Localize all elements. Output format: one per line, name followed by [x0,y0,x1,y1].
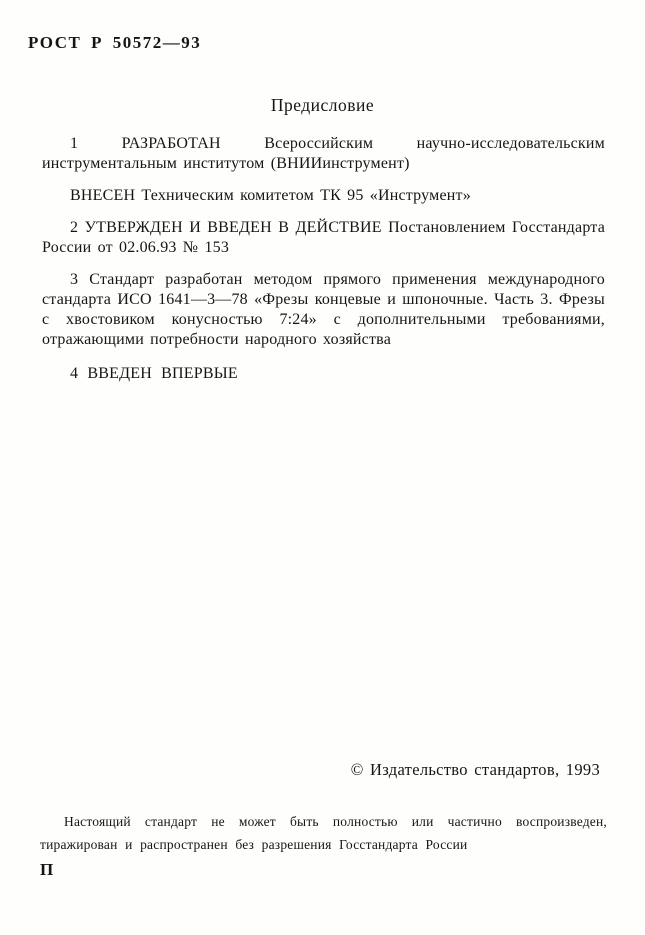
copyright-line: © Издательство стандартов, 1993 [350,760,600,779]
paragraph-developed: 1 РАЗРАБОТАН Всероссийским научно-исследовательским инструментальным институтом (ВНИИинструмент) [42,135,605,172]
paragraph-submitted: ВНЕСЕН Техническим комитетом ТК 95 «Инструмент» [70,187,471,204]
paragraph-approved: 2 УТВЕРЖДЕН И ВВЕДЕН В ДЕЙСТВИЕ Постановлением Госстандарта России от 02.06.93 № 153 [42,219,605,256]
paragraph-basis: 3 Стандарт разработан методом прямого применения международного стандарта ИСО 1641—3—78 «Фрезы концевые и шпоночные. Часть 3. Фрезы с хвостовиком конусностью 7:24» с дополнительными требованиями, отражающими потребности народного хозяйства [42,271,605,348]
page-marker: П [40,860,54,879]
paragraph-first-edition: 4 ВВЕДЕН ВПЕРВЫЕ [70,365,238,382]
legal-notice: Настоящий стандарт не может быть полностью или частично воспроизведен, тиражирован и распространен без разрешения Госстандарта России [40,814,607,852]
page-title: Предисловие [270,95,375,115]
standard-designation: РОСТ Р 50572—93 [28,33,202,52]
foreword-body [42,134,605,396]
